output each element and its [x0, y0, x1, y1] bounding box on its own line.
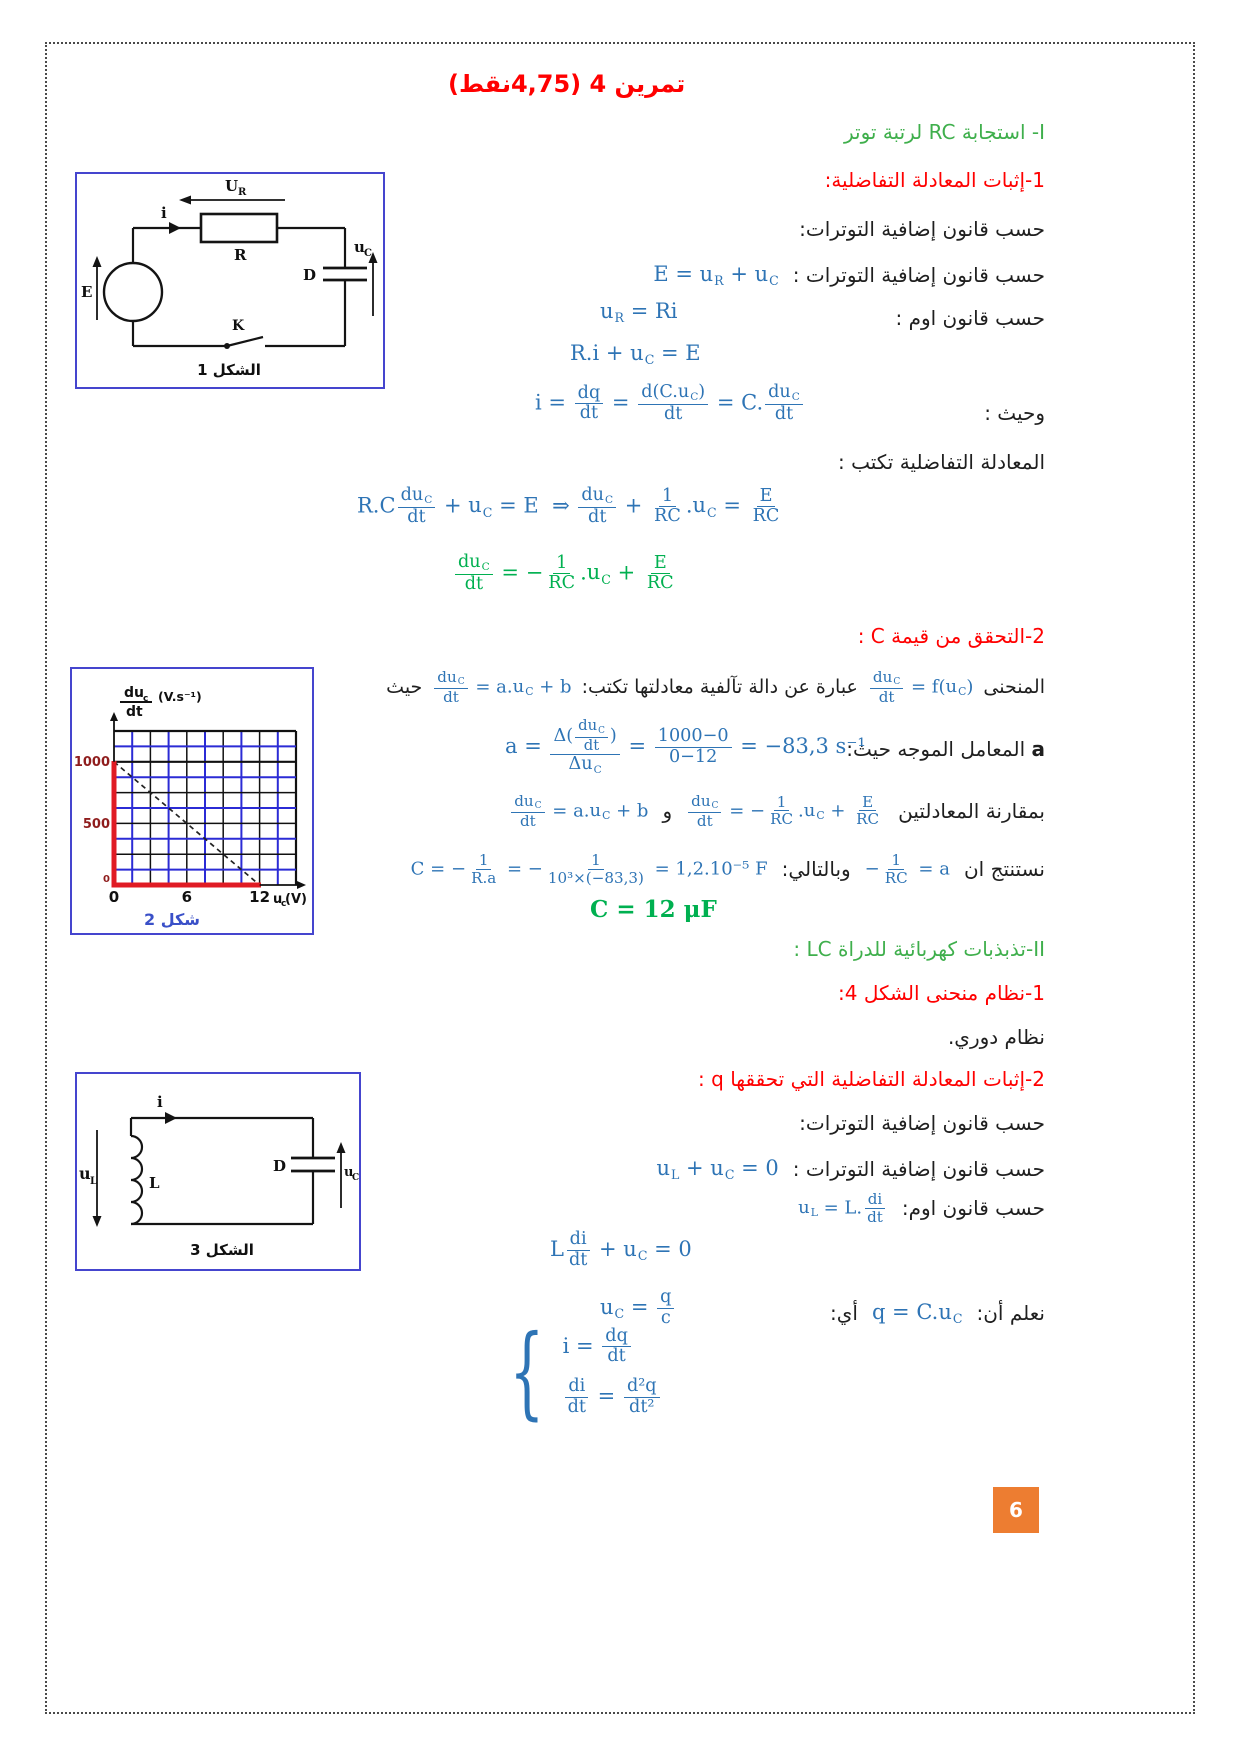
y-axis-arrowhead	[110, 712, 118, 721]
c-value-equation: C = − $\frac{1}{R.a}$ = − $\frac{1}{\text{10³×(−83,3)}}$ = 1,2.10⁻⁵ F	[410, 850, 768, 887]
figure-3-lc-circuit	[75, 1072, 361, 1271]
figure-1-caption: الشكل 1	[197, 361, 261, 379]
ul-label: u	[79, 1164, 91, 1183]
ytick-1000: 1000	[73, 755, 110, 770]
exercise-title: تمرين 4 (4,75نقط)	[448, 70, 686, 98]
xlabel-u: u	[273, 892, 283, 907]
q-cuc-equation: q = C.uC	[871, 1299, 963, 1326]
compare-affine-equation: $\frac{\text{duC}}{dt}$ = a.uC + b	[509, 793, 648, 830]
ur-label-sub: R	[238, 187, 247, 198]
voltage-sum-line	[345, 256, 1045, 294]
e-arrowhead	[93, 256, 102, 267]
ylabel-unit: (V.s⁻¹)	[158, 689, 202, 704]
slope-text: المعامل الموجه حيث:	[846, 737, 1026, 761]
voltage-source-symbol	[104, 263, 162, 321]
resistor-label: R	[234, 246, 247, 264]
capacitor-label: D	[303, 266, 317, 284]
lc-circuit-diagram	[77, 1074, 359, 1269]
section-1-2-heading: 2-التحقق من قيمة C :	[857, 624, 1045, 648]
system-rows	[563, 1327, 662, 1418]
compare-equations-line	[345, 783, 1045, 839]
source-label: E	[81, 283, 93, 301]
compare-standard-equation: $\frac{\text{duC}}{dt}$ = − $\frac{1}{RC}$ .uC + $\frac{E}{RC}$	[686, 793, 884, 830]
slope-equation: a = Δ( $\frac{\text{duC}}{dt}$ ) ΔuC = $\frac{1000-0}{0-12}$ = −83,3 s⁻¹	[505, 717, 866, 776]
ul-uc-line	[345, 1150, 1045, 1188]
diff-equation-statement: المعادلة التفاضلية تكتب :	[837, 450, 1045, 474]
uc-label-sub: C	[364, 248, 372, 259]
i-dq-dt-equation: i = $\frac{dq}{dt}$	[563, 1327, 633, 1368]
c-result-equation: C = 12 μF	[590, 896, 717, 923]
compare-label: بمقارنة المعادلتين	[898, 799, 1045, 823]
current-arrow	[169, 222, 181, 234]
ri-uc-equation: R.i + uC = E	[570, 341, 701, 368]
ylabel-num-sub: c	[143, 694, 149, 704]
current-label: i	[161, 204, 167, 222]
conclude-label-1: نستنتج ان	[963, 857, 1045, 881]
uc-label-sub: C	[352, 1173, 359, 1183]
di-dt-equation: $\frac{di}{dt}$ = $\frac{\text{d²q}}{\text{dt²}}$	[563, 1377, 662, 1418]
xlabel-u-sub: c	[281, 899, 287, 909]
switch-label: K	[232, 318, 245, 334]
figure-2-caption: شكل 2	[143, 910, 201, 929]
ytick-500: 500	[82, 817, 110, 832]
curve-label-2: عبارة عن دالة تآلفية معادلتها تكتب:	[581, 676, 858, 698]
duc-dt-vs-uc-chart	[72, 669, 312, 933]
inductor-label: L	[149, 1174, 160, 1192]
xtick-6: 6	[181, 888, 193, 906]
current-arrow	[165, 1112, 177, 1124]
conclude-label-2: وبالتالي:	[781, 857, 851, 881]
differential-equation: R.C $\frac{\text{duC}}{dt}$ + uC = E ⇒ $\frac{\text{duC}}{dt}$ + $\frac{1}{RC}$ .uC = $\frac{E}{RC}$	[357, 485, 780, 528]
section-2-heading: II-تذبذبات كهربائية للدراة LC :	[793, 937, 1045, 961]
xtick-0: 0	[108, 888, 120, 906]
l-di-dt-equation: L $\frac{di}{dt}$ + uC = 0	[550, 1229, 692, 1270]
page-number-badge	[993, 1487, 1039, 1533]
slope-a-letter: a	[1031, 737, 1045, 761]
voltage-sum-equation: E = uR + uC	[653, 261, 779, 288]
x-axis-arrowhead	[297, 881, 306, 889]
section-2-1-heading: 1-نظام منحنى الشكل 4:	[837, 981, 1045, 1005]
kirchhoff-label-2: حسب قانون إضافية التوترات :	[792, 1157, 1045, 1181]
curve-function-equation: $\frac{\text{duC}}{dt}$ = f(uC)	[868, 669, 973, 706]
current-label: i	[157, 1093, 163, 1111]
ohm-label: حسب قانون اوم :	[895, 306, 1045, 330]
figure-2-graph	[70, 667, 314, 935]
ylabel-num: du	[124, 685, 144, 701]
ur-label: U	[225, 177, 239, 195]
standard-form-equation: $\frac{\text{duC}}{dt}$ = − $\frac{1}{RC}$ .uC + $\frac{E}{RC}$	[453, 553, 679, 595]
ul-equation: uL = L. $\frac{di}{dt}$	[798, 1191, 888, 1226]
current-derivative-equation: i = $\frac{dq}{dt}$ = $\frac{d(C.uC)}{dt}$ = C. $\frac{\text{duC}}{dt}$	[535, 383, 805, 425]
ur-equation: uR = Ri	[600, 299, 678, 326]
ul-uc-equation: uL + uC = 0	[656, 1155, 779, 1182]
uc-label: u	[354, 238, 365, 256]
l-di-dt-line	[345, 1230, 1045, 1290]
xlabel-unit: (V)	[285, 892, 307, 907]
current-derivative-line	[345, 383, 1045, 443]
capacitor-label: D	[273, 1157, 287, 1175]
figure-1-rc-circuit	[75, 172, 385, 389]
slope-line	[345, 718, 1045, 780]
and-word: و	[662, 799, 673, 823]
slope-label	[846, 737, 1045, 761]
figure-3-caption: الشكل 3	[190, 1241, 254, 1259]
rc-circuit-diagram	[77, 174, 383, 387]
ytick-0: 0	[103, 874, 110, 885]
rc-a-equation: − $\frac{1}{RC}$ = a	[864, 850, 950, 887]
differential-equation-line	[345, 486, 1045, 550]
page-number: 6	[1009, 1498, 1023, 1522]
kirchhoff-label: حسب قانون إضافية التوترات :	[792, 263, 1045, 287]
uc-label: u	[344, 1165, 354, 1180]
curve-label-3: حيث	[386, 676, 423, 698]
curve-label-1: المنحنى	[983, 676, 1045, 698]
know-label: نعلم أن:	[976, 1301, 1045, 1325]
system-brace: {	[509, 1313, 545, 1430]
ohm-label-2: حسب قانون اوم:	[901, 1196, 1045, 1220]
ur-arrowhead	[179, 196, 191, 205]
curve-description-line	[345, 660, 1045, 714]
section-1-heading: I- استجابة RC لرتبة توتر	[843, 120, 1045, 144]
resistor-symbol	[201, 214, 277, 242]
switch-lever	[227, 337, 263, 346]
ul-arrowhead	[93, 1216, 102, 1227]
ohm-law-line	[345, 299, 1045, 337]
periodic-statement: نظام دوري.	[947, 1025, 1045, 1049]
xtick-12: 12	[249, 888, 271, 906]
conclusion-line	[345, 841, 1045, 897]
section-2-2-heading: 2-إثبات المعادلة التفاضلية التي تحققها q :	[698, 1067, 1045, 1091]
ri-uc-line	[345, 341, 1045, 379]
kirchhoff-statement: حسب قانون إضافية التوترات:	[799, 217, 1045, 241]
derivative-system	[495, 1313, 662, 1430]
standard-form-line	[345, 553, 1045, 617]
ohm-law-line-2	[345, 1184, 1045, 1232]
inductor-symbol	[131, 1136, 142, 1224]
text-column	[345, 0, 1045, 1754]
affine-equation: $\frac{\text{duC}}{dt}$ = a.uC + b	[432, 669, 571, 706]
c-result-line	[345, 896, 1045, 932]
ylabel-den: dt	[126, 704, 143, 720]
section-1-1-heading: 1-إثبات المعادلة التفاضلية:	[824, 168, 1045, 192]
ul-label-sub: L	[90, 1176, 98, 1187]
kirchhoff-statement-2: حسب قانون إضافية التوترات:	[799, 1111, 1045, 1135]
uc-q-equation: uC = $\frac{q}{c}$	[600, 1288, 676, 1329]
ie-label: أي:	[829, 1301, 858, 1325]
where-label: وحيث :	[984, 401, 1045, 425]
